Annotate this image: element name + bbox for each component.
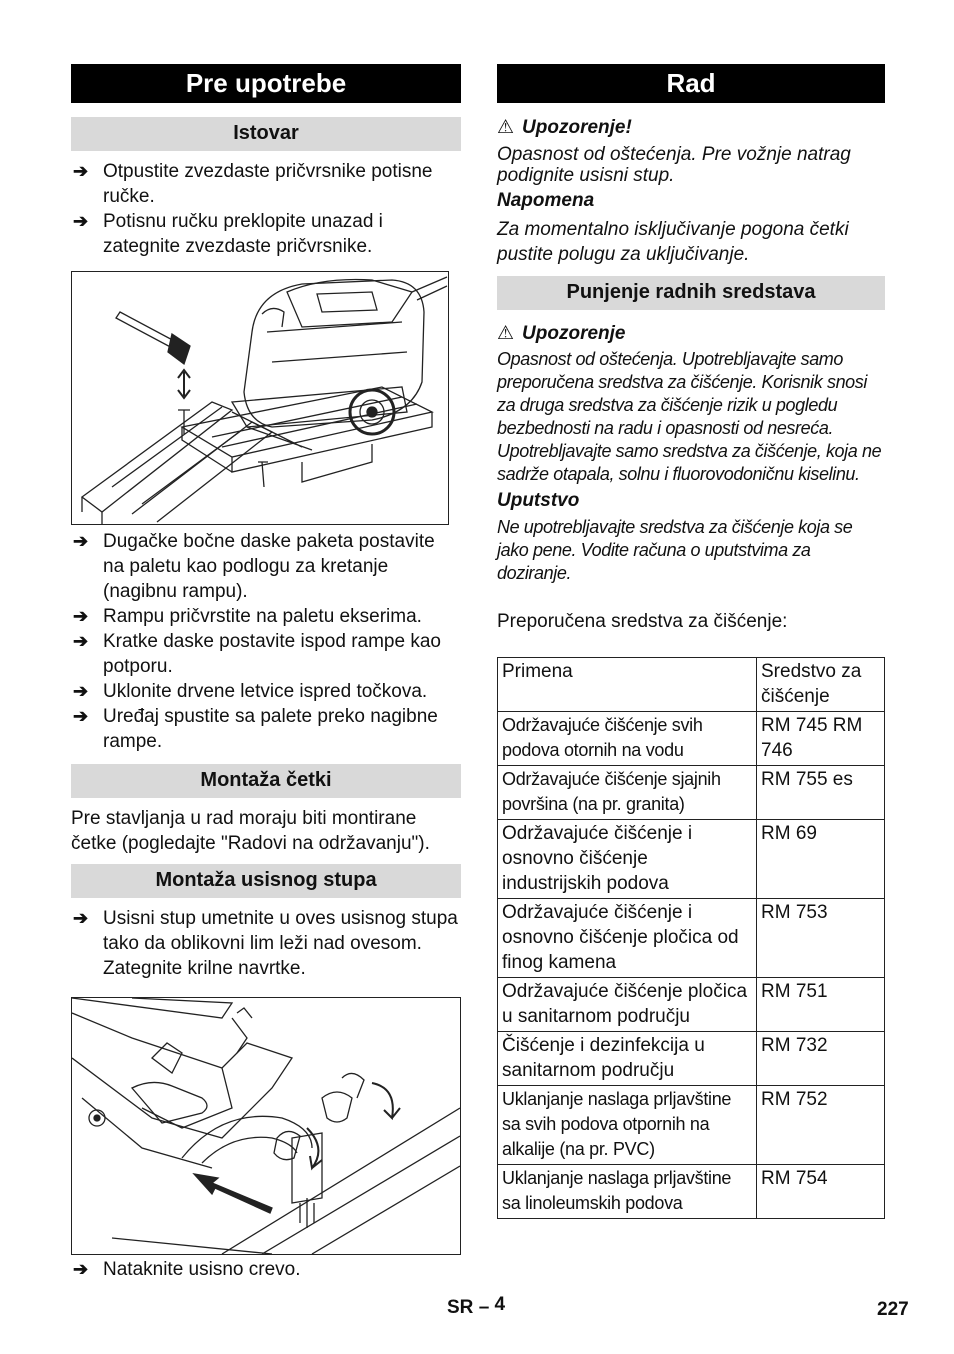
table-header-cell: Primena: [498, 658, 757, 712]
warning-1: ⚠ Upozorenje!: [497, 117, 632, 138]
table-row: [498, 820, 885, 899]
table-cell: Uklanjanje naslaga prljavštine sa svih podova otpornih na alkalije (na pr. PVC): [498, 1086, 757, 1165]
table-cell: RM 745 RM 746: [757, 712, 885, 766]
arrow-right-icon: ➔: [73, 211, 89, 231]
heading-punjenje: Punjenje radnih sredstava: [497, 276, 885, 310]
table-row: [498, 899, 885, 978]
istovar-steps-a: [71, 159, 461, 259]
cetki-text: Pre stavljanja u rad moraju biti montirane četke (pogledajte "Radovi na održavanju").: [71, 808, 430, 854]
warning-triangle-icon: ⚠: [497, 323, 515, 344]
note-1-label: Napomena: [497, 190, 595, 211]
list-item: ➔ Uklonite drvene letvice ispred točkova.: [73, 681, 428, 702]
list-item: ➔ Kratke daske postavite ispod rampe kao potporu.: [73, 631, 441, 677]
warning-2: ⚠ Upozorenje: [497, 323, 626, 344]
table-cell: Održavajuće čišćenje i osnovno čišćenje industrijskih podova: [498, 820, 757, 899]
heading-montaza-cetki: Montaža četki: [71, 764, 461, 798]
list-item: ➔ Dugačke bočne daske paketa postavite na paletu kao podlogu za kretanje (nagibnu rampu).: [73, 531, 435, 602]
list-item: ➔ Uređaj spustite sa palete preko nagibne rampe.: [73, 706, 438, 752]
table-cell: Čišćenje i dezinfekcija u sanitarnom području: [498, 1032, 757, 1086]
arrow-right-icon: ➔: [73, 631, 89, 651]
stupa-steps-a: [71, 906, 461, 981]
table-cell: Održavajuće čišćenje sjajnih površina (na pr. granita): [498, 766, 757, 820]
warning-1-text: Opasnost od oštećenja. Pre vožnje natrag podignite usisni stup.: [497, 144, 851, 186]
table-cell: Održavajuće čišćenje svih podova otornih na vodu: [498, 712, 757, 766]
left-column: [71, 64, 461, 1282]
cleaning-agents-table: [497, 657, 885, 1219]
list-item: ➔ Usisni stup umetnite u oves usisnog stupa tako da oblikovni lim leži nad ovesom. Zategnite krilne navrtke.: [73, 908, 458, 979]
arrow-right-icon: ➔: [73, 908, 89, 928]
table-header-cell: Sredstvo za čišćenje: [757, 658, 885, 712]
table-cell: RM 751: [757, 978, 885, 1032]
arrow-right-icon: ➔: [73, 161, 89, 181]
section-title-rad: Rad: [497, 64, 885, 103]
section-title-pre-upotrebe: Pre upotrebe: [71, 64, 461, 103]
table-row: [498, 1165, 885, 1219]
footer-page-number: 227: [877, 1299, 909, 1320]
figure-unloading-ramp: [71, 271, 449, 525]
istovar-steps-b: [71, 529, 461, 754]
table-cell: RM 755 es: [757, 766, 885, 820]
warning-2-text: Opasnost od oštećenja. Upotrebljavajte samo preporučena sredstva za čišćenje. Korisnik snosi za druga sredstva za čišćenje rizik u pogledu bezbednosti na radu i opasnosti od nesreća. Upotrebljavajte samo sredstva za čišćenje, koja ne sadrže otapala, solnu i fluorovodoničnu kiselinu.: [497, 349, 882, 484]
table-cell: RM 752: [757, 1086, 885, 1165]
arrow-right-icon: ➔: [73, 606, 89, 626]
note-2-label: Uputstvo: [497, 490, 580, 511]
table-row: [498, 766, 885, 820]
table-cell: Održavajuće čišćenje pločica u sanitarnom području: [498, 978, 757, 1032]
table-row: [498, 978, 885, 1032]
heading-istovar: Istovar: [71, 117, 461, 151]
heading-montaza-usisnog-stupa: Montaža usisnog stupa: [71, 864, 461, 898]
figure-suction-bar: [71, 997, 461, 1255]
footer-section-page: SR – 4: [447, 1294, 506, 1318]
arrow-right-icon: ➔: [73, 531, 89, 551]
warning-triangle-icon: ⚠: [497, 117, 515, 138]
table-header-row: [498, 658, 885, 712]
right-column: [497, 64, 886, 1219]
table-cell: Održavajuće čišćenje i osnovno čišćenje pločica od finog kamena: [498, 899, 757, 978]
arrow-right-icon: ➔: [73, 706, 89, 726]
arrow-right-icon: ➔: [73, 1259, 89, 1279]
table-cell: Uklanjanje naslaga prljavštine sa linoleumskih podova: [498, 1165, 757, 1219]
list-item: ➔ Otpustite zvezdaste pričvrsnike potisne ručke.: [73, 161, 433, 207]
table-cell: RM 754: [757, 1165, 885, 1219]
suction-bar-illustration: [72, 998, 460, 1254]
table-row: [498, 1032, 885, 1086]
note-1-text: Za momentalno isključivanje pogona četki pustite polugu za uključivanje.: [497, 219, 849, 265]
list-item: ➔ Potisnu ručku preklopite unazad i zategnite zvezdaste pričvrsnike.: [73, 211, 383, 257]
recommended-label: Preporučena sredstva za čišćenje:: [497, 611, 788, 632]
note-2-text: Ne upotrebljavajte sredstva za čišćenje koja se jako pene. Vodite računa o uputstvima za doziranje.: [497, 517, 853, 583]
arrow-right-icon: ➔: [73, 681, 89, 701]
list-item: ➔ Rampu pričvrstite na paletu ekserima.: [73, 606, 422, 627]
table-cell: RM 732: [757, 1032, 885, 1086]
table-cell: RM 69: [757, 820, 885, 899]
stupa-steps-b: [71, 1257, 461, 1282]
unloading-illustration: [72, 272, 448, 524]
table-cell: RM 753: [757, 899, 885, 978]
table-row: [498, 712, 885, 766]
table-row: [498, 1086, 885, 1165]
list-item: ➔ Nataknite usisno crevo.: [73, 1259, 301, 1280]
